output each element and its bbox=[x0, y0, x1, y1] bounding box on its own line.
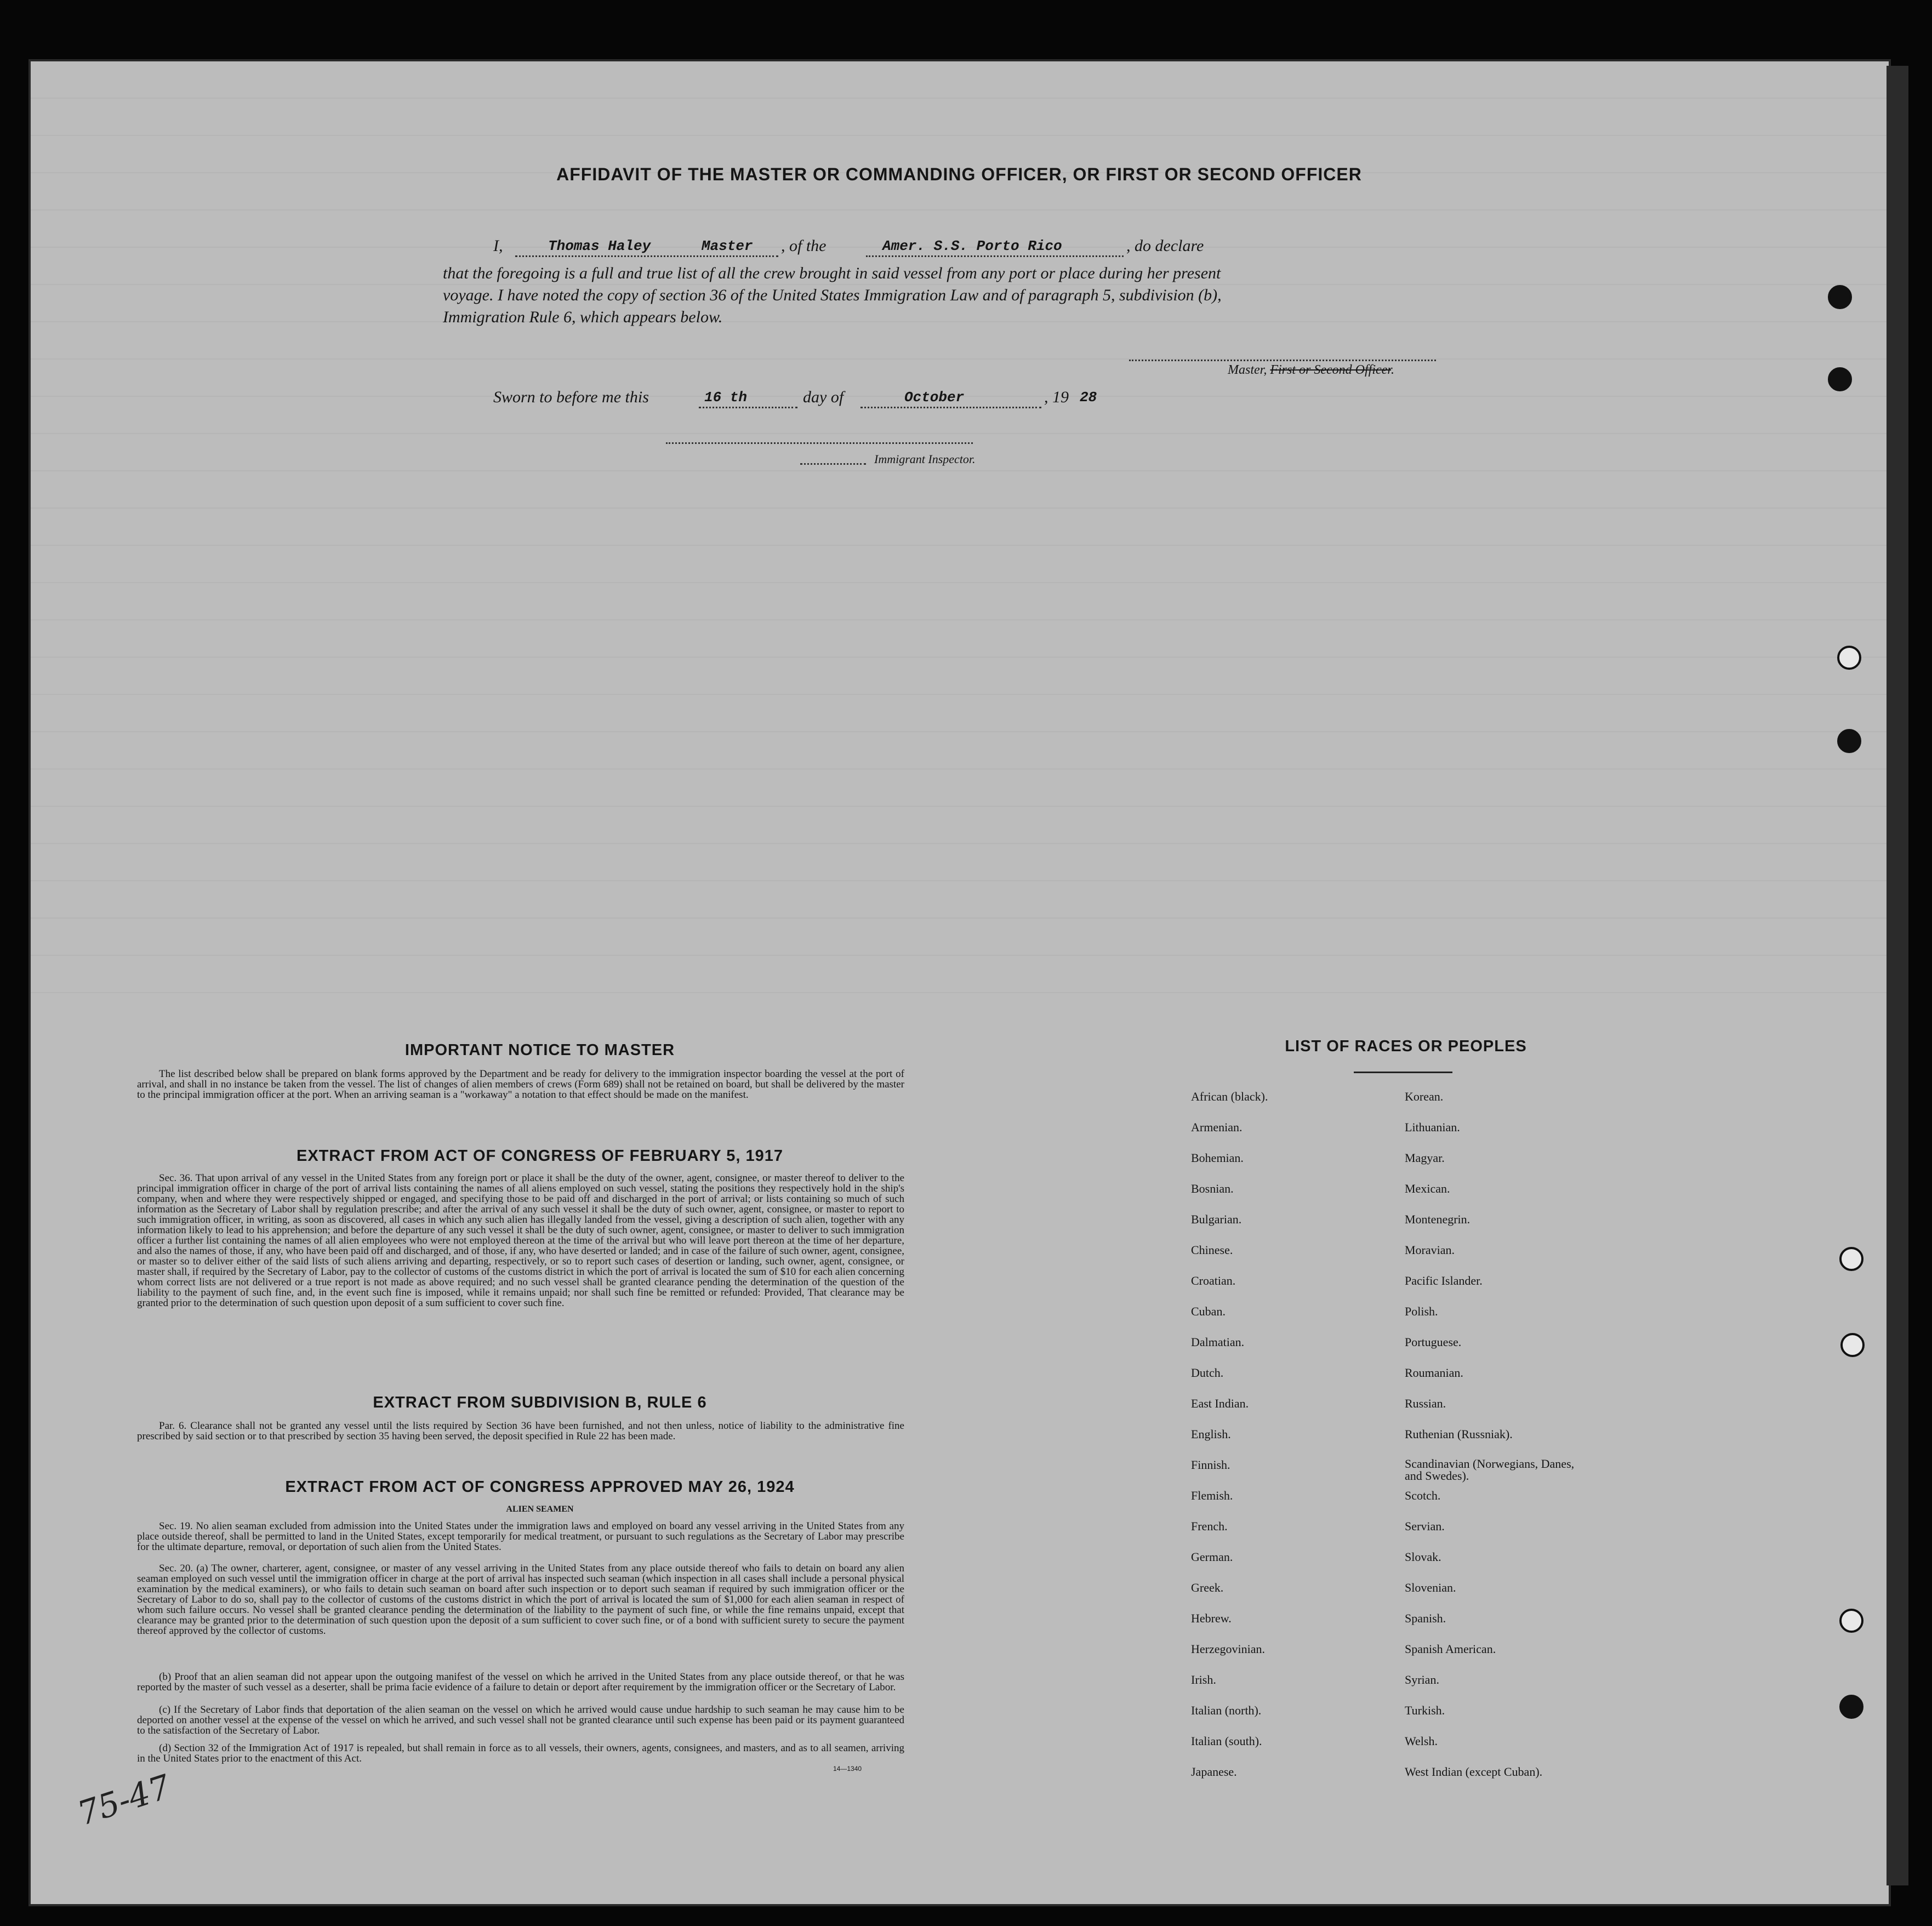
form-number: 14—1340 bbox=[833, 1765, 862, 1773]
binder-hole bbox=[1837, 729, 1861, 753]
race-item: Spanish American. bbox=[1405, 1642, 1496, 1656]
race-item: Pacific Islander. bbox=[1405, 1274, 1483, 1287]
race-item: Slovenian. bbox=[1405, 1581, 1456, 1594]
race-item: Greek. bbox=[1191, 1581, 1224, 1594]
race-item: Montenegrin. bbox=[1405, 1212, 1471, 1226]
affidavit-line1 bbox=[493, 237, 1480, 259]
binder-hole bbox=[1828, 367, 1852, 391]
binder-hole bbox=[1839, 1609, 1863, 1633]
sworn-prefix: Sworn to before me this bbox=[493, 388, 649, 406]
day-of-label: day of bbox=[803, 388, 844, 406]
sworn-month: October bbox=[904, 389, 965, 406]
race-item: Portuguese. bbox=[1405, 1335, 1462, 1349]
extract-1924-sec20c: (c) If the Secretary of Labor finds that deportation of the alien seaman on the vessel on which he arrived would cause undue hardship to such seaman he may cause him to be deported on another vessel at the expense of the vessel on which he arrived, and such vessel shall not be granted clearance until such expense has been paid or its payment guaranteed to the satisfaction of the Secretary of Labor. bbox=[137, 1704, 904, 1736]
race-item: African (black). bbox=[1191, 1090, 1268, 1103]
binder-hole bbox=[1839, 1695, 1863, 1719]
race-item: Italian (south). bbox=[1191, 1734, 1262, 1748]
race-item: German. bbox=[1191, 1550, 1233, 1564]
extract-1917-title: EXTRACT FROM ACT OF CONGRESS OF FEBRUARY 5, 1917 bbox=[296, 1147, 784, 1165]
race-item: Dutch. bbox=[1191, 1366, 1224, 1380]
race-item: Japanese. bbox=[1191, 1765, 1237, 1779]
i-label: I, bbox=[493, 237, 503, 255]
master-label: Master, bbox=[1228, 363, 1267, 377]
race-item: Scandinavian (Norwegians, Danes, and Swedes). bbox=[1405, 1457, 1575, 1483]
affidavit-line3: voyage. I have noted the copy of section 36 of the United States Immigration Law and of paragraph 5, subdivision (b), bbox=[443, 286, 1222, 304]
do-declare-label: , do declare bbox=[1126, 237, 1204, 255]
race-item: Magyar. bbox=[1405, 1151, 1445, 1165]
races-title-underline bbox=[1354, 1072, 1452, 1073]
race-item: Welsh. bbox=[1405, 1734, 1438, 1748]
extract-rule6-text: Par. 6. Clearance shall not be granted any vessel until the lists required by Section 36 have been furnished, and not then unless, notice of liability to the administrative fine prescribed by said section or to that prescribed by section 35 having been served, the deposit specified in Rule 22 has been made. bbox=[137, 1420, 904, 1442]
inspector-short-line bbox=[800, 459, 866, 465]
master-name-field bbox=[515, 237, 778, 257]
sworn-day: 16 th bbox=[704, 389, 748, 406]
inspector-label: Immigrant Inspector. bbox=[874, 452, 976, 466]
sworn-year: 28 bbox=[1080, 389, 1097, 406]
extract-1924-sec20a: Sec. 20. (a) The owner, charterer, agent, consignee, or master of any vessel arriving in the United States from any place outside thereof who fails to detain on board any alien seaman employed on such vessel until the immigration officer in charge at the port of arrival has inspected such seaman (which inspection in all cases shall include a personal physical examination by the medical examiners), or who fails to detain such seaman on board after such inspection or to deport such seaman if required by such immigration officer or the Secretary of Labor to do so, shall pay to the collector of customs of the customs district in which the port of arrival is located the sum of $1,000 for each alien seaman in respect of whom such failure occurs. No vessel shall be granted clearance pending the determination of the liability to the payment of such fine, or while the fine remains unpaid, except that clearance may be granted prior to the determination of such question upon the deposit of a sum sufficient to cover such fine, or of a bond with sufficient surety to secure the payment thereof approved by the collector of customs. bbox=[137, 1563, 904, 1637]
race-item: Scotch. bbox=[1405, 1489, 1441, 1502]
binder-hole bbox=[1839, 1247, 1863, 1271]
race-item: Flemish. bbox=[1191, 1489, 1233, 1502]
of-the-label: , of the bbox=[781, 237, 827, 255]
race-item: Herzegovinian. bbox=[1191, 1642, 1265, 1656]
extract-rule6-title: EXTRACT FROM SUBDIVISION B, RULE 6 bbox=[373, 1394, 707, 1411]
sworn-day-field bbox=[699, 388, 797, 408]
race-item: Italian (north). bbox=[1191, 1703, 1262, 1717]
vessel-name: Amer. S.S. Porto Rico bbox=[882, 238, 1062, 254]
binder-hole bbox=[1840, 1333, 1865, 1357]
inspector-signature-line bbox=[666, 436, 973, 444]
bleed-through-texture bbox=[31, 61, 1889, 993]
race-item: Servian. bbox=[1405, 1519, 1445, 1533]
race-item: West Indian (except Cuban). bbox=[1405, 1765, 1543, 1779]
signature-label-end: . bbox=[1390, 363, 1394, 377]
race-item: Dalmatian. bbox=[1191, 1335, 1245, 1349]
race-item: Mexican. bbox=[1405, 1182, 1450, 1195]
year-prefix: , 19 bbox=[1044, 388, 1069, 406]
race-item: Bohemian. bbox=[1191, 1151, 1244, 1165]
master-name: Thomas Haley bbox=[548, 238, 651, 254]
race-item: Turkish. bbox=[1405, 1703, 1445, 1717]
master-signature-line bbox=[1129, 351, 1436, 361]
race-item: Croatian. bbox=[1191, 1274, 1236, 1287]
race-item: East Indian. bbox=[1191, 1397, 1249, 1410]
extract-1924-sec20d: (d) Section 32 of the Immigration Act of 1917 is repealed, but shall remain in force as to all vessels, their owners, agents, consignees, and masters, and as to all seamen, arriving in the United States prior to the enactment of this Act. bbox=[137, 1742, 904, 1764]
extract-1924-sec19: Sec. 19. No alien seaman excluded from admission into the United States under the immigration laws and employed on board any vessel arriving in the United States from any place outside thereof, shall be permitted to land in the United States, except temporarily for medical treatment, or pursuant to such regulations as the Secretary of Labor may prescribe for the ultimate departure, removal, or deportation of such alien from the United States. bbox=[137, 1520, 904, 1553]
affidavit-line4: Immigration Rule 6, which appears below. bbox=[443, 308, 723, 326]
race-item: Bosnian. bbox=[1191, 1182, 1234, 1195]
race-item: Irish. bbox=[1191, 1673, 1216, 1686]
race-item: Finnish. bbox=[1191, 1458, 1230, 1472]
notice-title: IMPORTANT NOTICE TO MASTER bbox=[404, 1041, 675, 1059]
page-edge bbox=[1887, 66, 1908, 1885]
binder-hole bbox=[1837, 646, 1861, 670]
race-item: Polish. bbox=[1405, 1304, 1438, 1318]
sworn-line bbox=[493, 388, 1206, 410]
race-item: Cuban. bbox=[1191, 1304, 1226, 1318]
race-item: Roumanian. bbox=[1405, 1366, 1463, 1380]
race-item: Chinese. bbox=[1191, 1243, 1233, 1257]
race-item: Hebrew. bbox=[1191, 1611, 1232, 1625]
race-item: Slovak. bbox=[1405, 1550, 1441, 1564]
notice-text: The list described below shall be prepared on blank forms approved by the Department and be ready for delivery to the immigration inspector boarding the vessel at the port of arrival, and shall in no instance be taken from the vessel. The list of changes of alien members of crews (Form 689) shall not be retained on board, but shall be delivered by the master to the principal immigration officer at the port. When an arriving seaman is a "workaway" a notation to that effect should be made on the manifest. bbox=[137, 1068, 904, 1101]
race-item: Korean. bbox=[1405, 1090, 1444, 1103]
binder-hole bbox=[1828, 285, 1852, 309]
extract-1917-text: Sec. 36. That upon arrival of any vessel in the United States from any foreign port or place it shall be the duty of the owner, agent, consignee, or master thereof to deliver to the principal immigration officer in charge of the port of arrival lists containing the names of all aliens employed on such vessel, stating the positions they respectively hold in the ship's company, when and where they were respectively shipped or engaged, and specifying those to be paid off and discharged in the port of arrival; or lists containing so much of such information as the Secretary of Labor shall by regulation prescribe; and after the arrival of any such vessel it shall be the duty of such owner, agent, consignee, or master to report to such immigration officer, in writing, as soon as discovered, all cases in which any such alien has illegally landed from the vessel, giving a description of such alien, together with any information likely to lead to his apprehension; and before the departure of any such vessel it shall be the duty of such owner, agent, consignee, or master to deliver to such immigration officer a further list containing the names of all alien employees who were not employed thereon at the time of the arrival but who will leave port thereon at the time of her departure, and also the names of those, if any, who have been paid off and discharged, and of those, if any, who have deserted or landed; and in case of the failure of such owner, agent, consignee, or master so to deliver either of the said lists of such aliens arriving and departing, respectively, or so to report such cases of desertion or landing, such owner, agent, consignee, or master shall, if required by the Secretary of Labor, pay to the collector of customs of the customs district in which the port of arrival is located the sum of $10 for each alien concerning whom correct lists are not delivered or a true report is not made as above required; and no such vessel shall be granted clearance pending the determination of the question of the liability to the payment of such fine, and, in the event such fine is imposed, while it remains unpaid; nor shall such fine be remitted or refunded: Provided, That clearance may be granted prior to the determination of such question upon deposit of a sum sufficient to cover such fine. bbox=[137, 1172, 904, 1309]
race-item: Ruthenian (Russniak). bbox=[1405, 1427, 1513, 1441]
master-rank: Master bbox=[702, 238, 753, 254]
extract-1924-title: EXTRACT FROM ACT OF CONGRESS APPROVED MAY 26, 1924 bbox=[285, 1478, 795, 1496]
extract-1924-sec20b: (b) Proof that an alien seaman did not appear upon the outgoing manifest of the vessel on which he arrived in the United States from any place outside thereof, or that he was reported by the master of such vessel as a deserter, shall be prima facie evidence of a failure to detain or deport after requirement by the immigration officer or the Secretary of Labor. bbox=[137, 1671, 904, 1693]
race-item: Russian. bbox=[1405, 1397, 1446, 1410]
race-item: English. bbox=[1191, 1427, 1231, 1441]
struck-officer-label: First or Second Officer bbox=[1270, 363, 1391, 377]
extract-1924-subtitle: ALIEN SEAMEN bbox=[506, 1505, 574, 1514]
race-item: Spanish. bbox=[1405, 1611, 1446, 1625]
affidavit-title: AFFIDAVIT OF THE MASTER OR COMMANDING OFFICER, OR FIRST OR SECOND OFFICER bbox=[556, 164, 1362, 184]
race-item: Syrian. bbox=[1405, 1673, 1439, 1686]
race-item: Lithuanian. bbox=[1405, 1120, 1460, 1134]
race-item: French. bbox=[1191, 1519, 1228, 1533]
races-title: LIST OF RACES OR PEOPLES bbox=[1285, 1038, 1527, 1055]
race-item: Armenian. bbox=[1191, 1120, 1243, 1134]
sworn-month-field bbox=[860, 388, 1041, 408]
affidavit-line2: that the foregoing is a full and true list of all the crew brought in said vessel from any port or place during her present bbox=[443, 264, 1221, 282]
handwritten-note: 75-47 bbox=[73, 1767, 175, 1834]
race-item: Moravian. bbox=[1405, 1243, 1455, 1257]
race-item: Bulgarian. bbox=[1191, 1212, 1242, 1226]
master-signature-label bbox=[1228, 363, 1394, 378]
vessel-field bbox=[866, 237, 1124, 257]
